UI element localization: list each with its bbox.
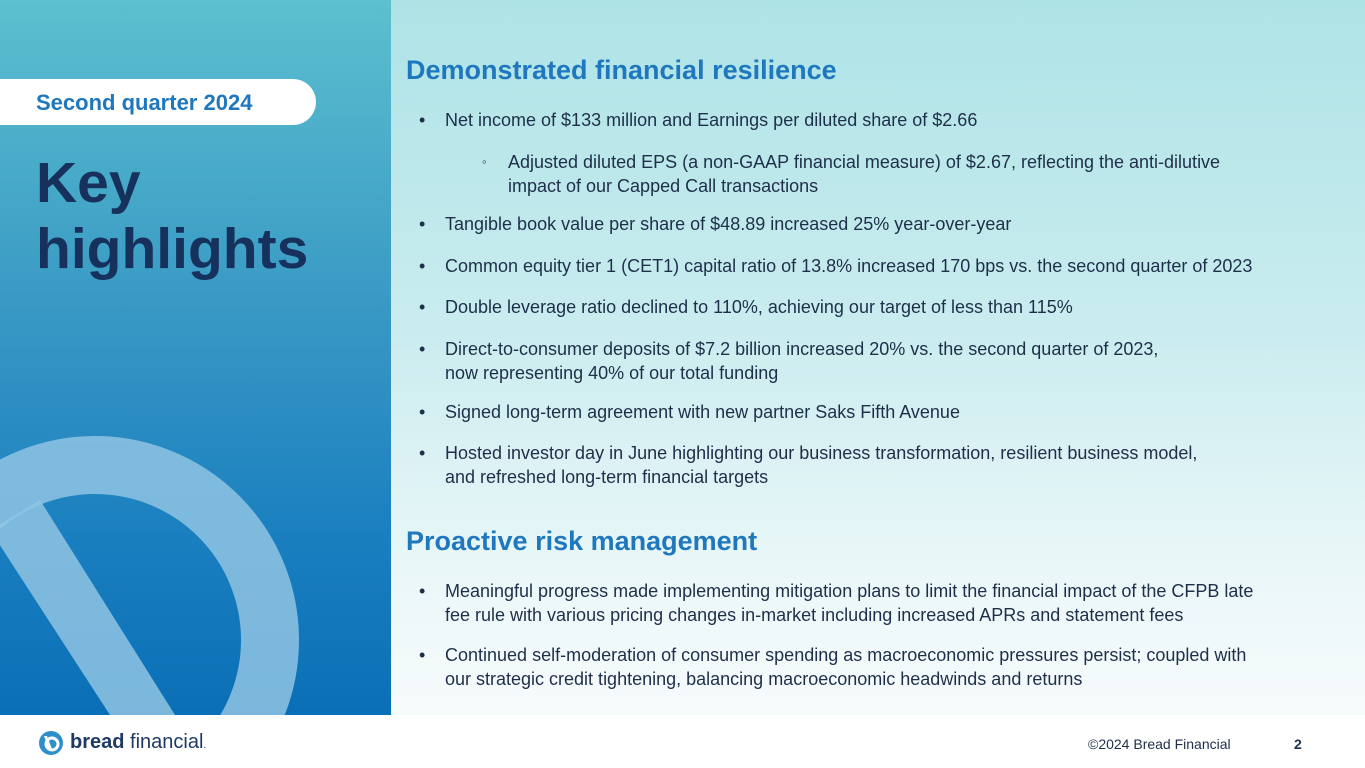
bullet-mark: •: [419, 645, 426, 665]
bullet-mark: •: [419, 256, 426, 276]
page-title: [36, 150, 366, 282]
page-title-line-2: highlights: [36, 217, 309, 281]
bullet-text: Double leverage ratio declined to 110%, achieving our target of less than 115%: [445, 297, 1073, 317]
bullet-text: Common equity tier 1 (CET1) capital ratio of 13.8% increased 170 bps vs. the second quarter of 2023: [445, 256, 1253, 276]
brand-trademark: .: [203, 740, 207, 751]
sub-bullet-mark: ◦: [482, 154, 487, 169]
bullet-text: impact of our Capped Call transactions: [508, 176, 819, 196]
brand-wordmark-bold: bread: [70, 731, 125, 753]
section-heading-risk-management: Proactive risk management: [406, 526, 758, 556]
bullet-text: Meaningful progress made implementing mitigation plans to limit the financial impact of the CFPB late: [445, 581, 1254, 601]
bullet-text: Direct-to-consumer deposits of $7.2 billion increased 20% vs. the second quarter of 2023,: [445, 339, 1159, 359]
bullet-text: now representing 40% of our total funding: [445, 363, 779, 383]
bullet-text: Hosted investor day in June highlighting our business transformation, resilient business model,: [445, 443, 1198, 463]
bullet-mark: •: [419, 214, 426, 234]
bullet-mark: •: [419, 443, 426, 463]
period-label: Second quarter 2024: [36, 90, 253, 115]
bullet-text: Adjusted diluted EPS (a non-GAAP financial measure) of $2.67, reflecting the anti-dilutive: [508, 152, 1221, 172]
bullet-text: Net income of $133 million and Earnings per diluted share of $2.66: [445, 110, 978, 130]
bullet-mark: •: [419, 581, 426, 601]
bullet-text: and refreshed long-term financial targets: [445, 467, 769, 487]
brand-wordmark-light: financial: [124, 731, 204, 753]
bullet-mark: •: [419, 110, 426, 130]
bullet-mark: •: [419, 339, 426, 359]
period-badge: [0, 79, 316, 125]
page-title-line-1: Key: [36, 151, 141, 215]
bread-financial-logo-icon: [38, 730, 64, 756]
bullet-text: our strategic credit tightening, balancing macroeconomic headwinds and returns: [445, 669, 1083, 689]
bullet-text: fee rule with various pricing changes in-market including increased APRs and statement fees: [445, 605, 1184, 625]
bullet-mark: •: [419, 297, 426, 317]
brand-wordmark: [70, 731, 206, 754]
section-heading-financial-resilience: Demonstrated financial resilience: [406, 55, 837, 85]
bullet-mark: •: [419, 402, 426, 422]
bullet-text: Continued self-moderation of consumer spending as macroeconomic pressures persist; coupled with: [445, 645, 1247, 665]
bullet-text: Tangible book value per share of $48.89 increased 25% year-over-year: [445, 214, 1012, 234]
page-number: 2: [1294, 736, 1302, 752]
bullet-text: Signed long-term agreement with new partner Saks Fifth Avenue: [445, 402, 960, 422]
copyright-text: ©2024 Bread Financial: [1088, 736, 1231, 752]
